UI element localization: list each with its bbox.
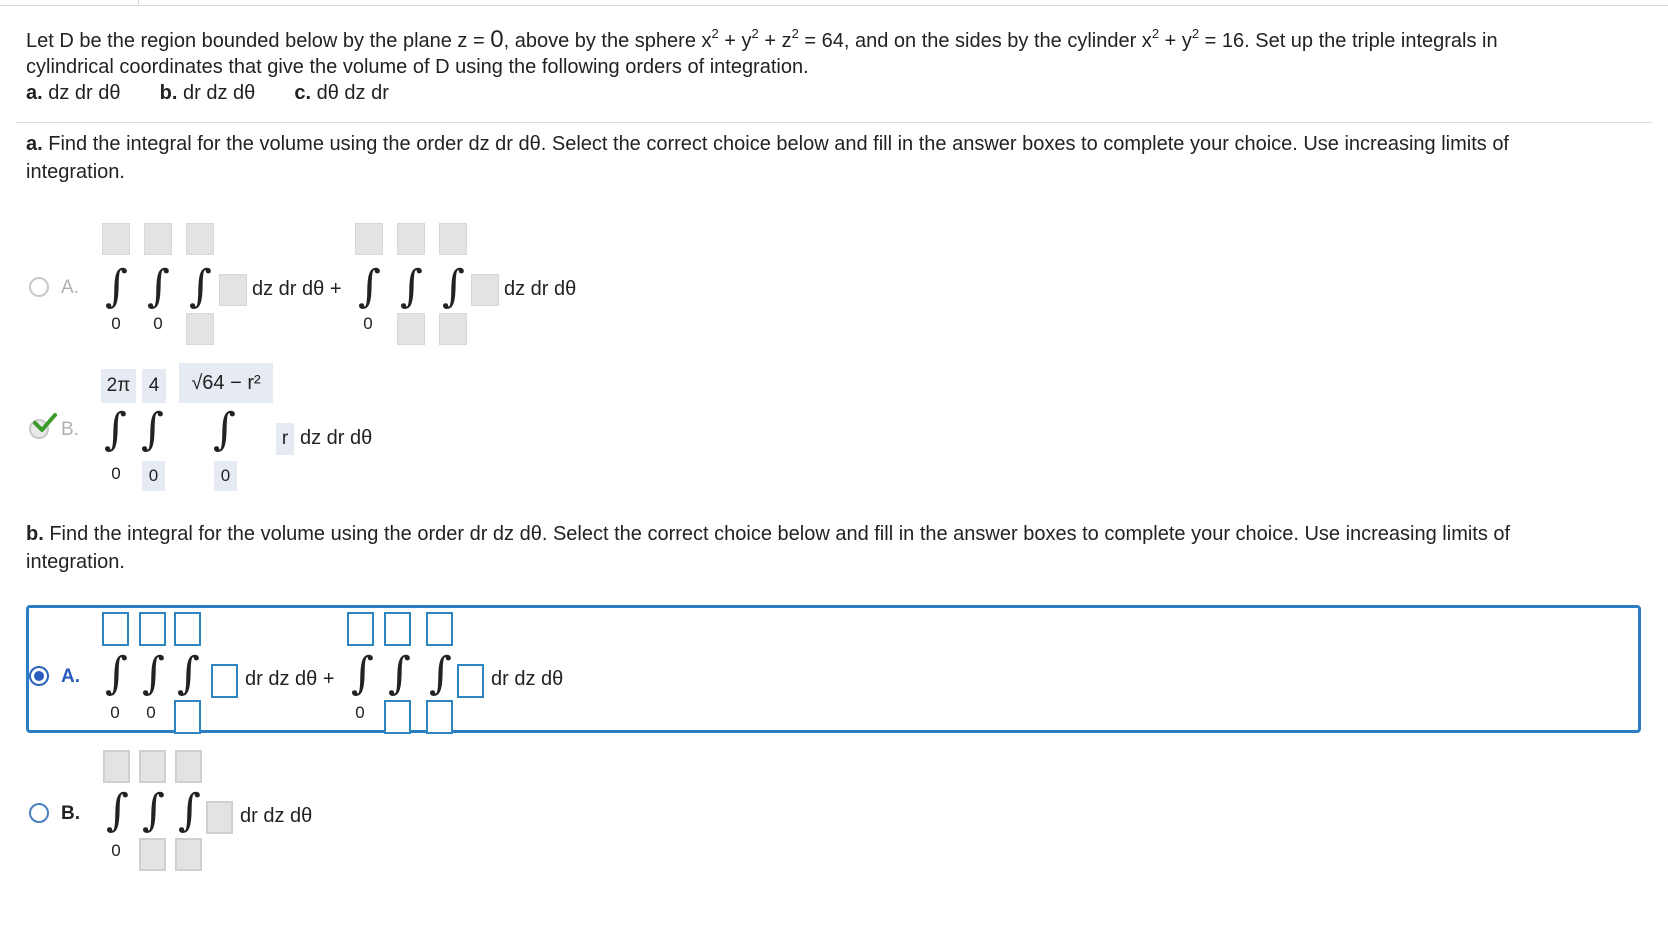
answer-box[interactable] <box>175 750 202 783</box>
answer-box[interactable] <box>347 612 374 646</box>
lower-limit: 0 <box>111 841 121 860</box>
part-a-prompt-line2: integration. <box>26 161 125 183</box>
integrand-box[interactable] <box>211 664 238 698</box>
part-b-prompt: b. Find the integral for the volume using the order dr dz dθ. Select the correct choice below and fill in the answer boxes to complete your choice. Use increasing limits of <box>26 523 1511 545</box>
answer-box[interactable] <box>174 612 201 646</box>
answer-box[interactable] <box>384 612 411 646</box>
lower-limit-z[interactable]: 0 <box>214 461 237 491</box>
lower-limit: 0 <box>153 314 163 333</box>
lower-limit: 0 <box>363 314 373 333</box>
integral-sign: ∫ <box>142 785 165 836</box>
lower-limit: 0 <box>146 703 156 722</box>
top-divider <box>0 5 1668 6</box>
answer-box[interactable] <box>103 750 130 783</box>
integral-sign: ∫ <box>147 261 170 312</box>
integral-sign: ∫ <box>177 648 200 699</box>
integral-sign: ∫ <box>105 261 128 312</box>
differential-text: dr dz dθ <box>491 668 564 690</box>
answer-box[interactable] <box>144 223 172 255</box>
integral-sign: ∫ <box>388 648 411 699</box>
section-divider <box>16 122 1652 123</box>
answer-box[interactable] <box>397 313 425 345</box>
answer-box[interactable] <box>426 612 453 646</box>
part-b-choice-a-radio[interactable] <box>29 666 49 686</box>
top-divider-tick <box>138 0 139 5</box>
answer-box[interactable] <box>102 612 129 646</box>
integral-sign: ∫ <box>442 261 465 312</box>
answer-box[interactable] <box>355 223 383 255</box>
answer-box[interactable] <box>426 700 453 734</box>
integral-sign: ∫ <box>213 404 236 455</box>
differential-text: dz dr dθ + <box>252 278 342 300</box>
integral-sign: ∫ <box>142 648 165 699</box>
part-b-prompt-line2: integration. <box>26 551 125 573</box>
integral-sign: ∫ <box>178 785 201 836</box>
answer-box[interactable] <box>439 313 467 345</box>
answer-box[interactable] <box>186 313 214 345</box>
integral-sign: ∫ <box>105 648 128 699</box>
lower-limit-theta: 0 <box>111 464 121 483</box>
problem-statement-line2: cylindrical coordinates that give the volume of D using the following orders of integration. <box>26 56 809 78</box>
upper-limit-theta[interactable]: 2π <box>101 369 136 403</box>
answer-box[interactable] <box>102 223 130 255</box>
lower-limit: 0 <box>111 314 121 333</box>
differential-text: dr dz dθ <box>240 805 313 827</box>
integral-sign: ∫ <box>358 261 381 312</box>
lower-limit: 0 <box>110 703 120 722</box>
integral-sign: ∫ <box>189 261 212 312</box>
integral-sign: ∫ <box>400 261 423 312</box>
part-a-choice-a-radio[interactable] <box>29 277 49 297</box>
differential-text: dr dz dθ + <box>245 668 335 690</box>
answer-box[interactable] <box>186 223 214 255</box>
problem-orders: a. dz dr dθ b. dr dz dθ c. dθ dz dr <box>26 82 389 104</box>
integrand-box[interactable] <box>457 664 484 698</box>
differential-text: dz dr dθ <box>504 278 577 300</box>
upper-limit-z[interactable]: √64 − r² <box>179 363 273 403</box>
problem-statement-line1: Let D be the region bounded below by the plane z = 0, above by the sphere $x^2 + y^2 + z^2 = 64$, and on the sides by the cylinder $x^2 + y^2 = 16$. Set up the triple integrals in <box>26 26 1498 53</box>
integral-sign: ∫ <box>429 648 452 699</box>
part-b-choice-a-label: A. <box>61 666 80 687</box>
answer-box[interactable] <box>174 700 201 734</box>
part-b-choice-b-label: B. <box>61 803 80 824</box>
integrand-box[interactable] <box>206 801 233 834</box>
integral-sign: ∫ <box>141 404 164 455</box>
part-a-prompt: a. Find the integral for the volume using the order dz dr dθ. Select the correct choice below and fill in the answer boxes to complete your choice. Use increasing limits of <box>26 133 1509 155</box>
part-a-choice-b-label: B. <box>61 419 79 440</box>
lower-limit-r[interactable]: 0 <box>142 461 165 491</box>
lower-limit: 0 <box>355 703 365 722</box>
integrand-value[interactable]: r <box>276 423 294 455</box>
integrand-box[interactable] <box>219 274 247 306</box>
integrand-box[interactable] <box>471 274 499 306</box>
integral-sign: ∫ <box>351 648 374 699</box>
answer-box[interactable] <box>139 750 166 783</box>
answer-box[interactable] <box>139 838 166 871</box>
part-a-choice-a-label: A. <box>61 277 79 298</box>
upper-limit-r[interactable]: 4 <box>142 369 166 403</box>
answer-box[interactable] <box>139 612 166 646</box>
differential-text: dz dr dθ <box>300 427 373 449</box>
answer-box[interactable] <box>439 223 467 255</box>
answer-box[interactable] <box>397 223 425 255</box>
answer-box[interactable] <box>384 700 411 734</box>
answer-box[interactable] <box>175 838 202 871</box>
correct-check-icon <box>32 412 58 434</box>
part-b-choice-b-radio[interactable] <box>29 803 49 823</box>
integral-sign: ∫ <box>106 785 129 836</box>
integral-sign: ∫ <box>104 404 127 455</box>
